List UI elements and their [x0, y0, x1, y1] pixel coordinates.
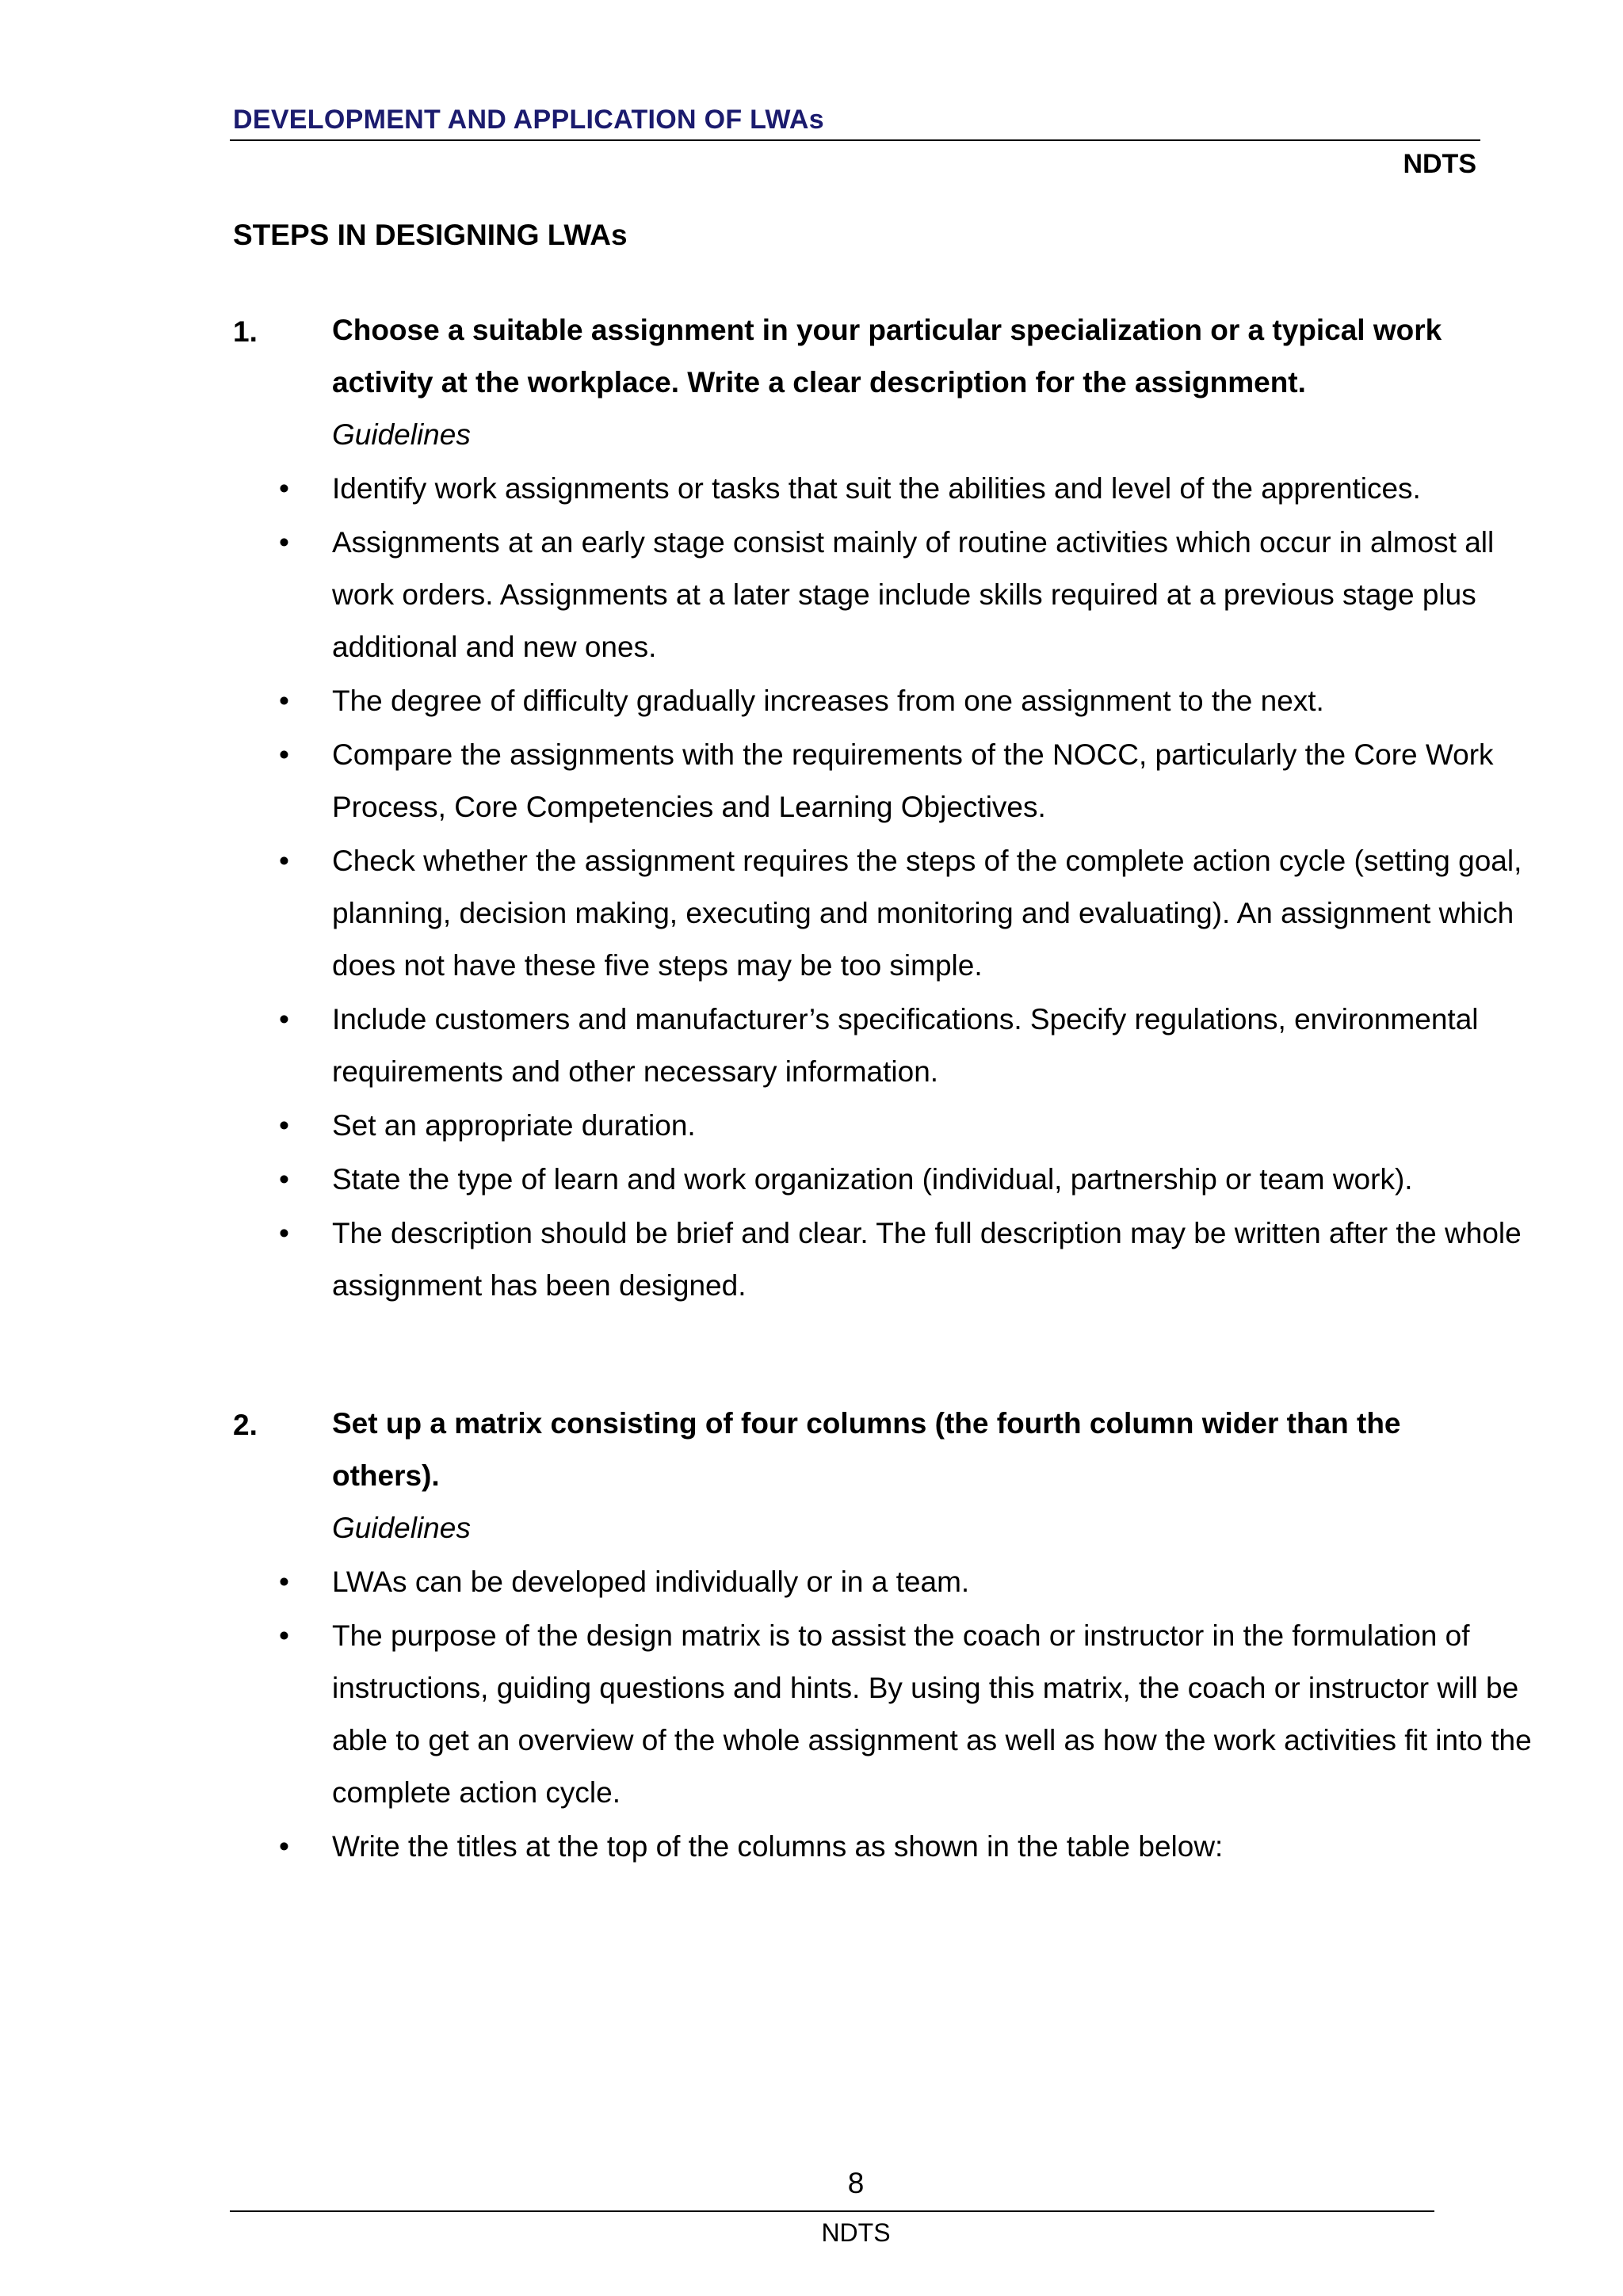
list-item: • Write the titles at the top of the columns as shown in the table below:	[233, 1821, 1533, 1873]
bullet-icon: •	[279, 472, 289, 505]
guideline-list	[233, 463, 1533, 1314]
list-item: • The description should be brief and clear. The full description may be written after the whole assignment has been designed.	[233, 1207, 1533, 1312]
list-item: • LWAs can be developed individually or in a team.	[233, 1556, 1533, 1608]
bullet-icon: •	[279, 1217, 289, 1249]
list-item: • Check whether the assignment requires the steps of the complete action cycle (setting goal, planning, decision making, executing and monitoring and evaluating). An assignment which does not have these five steps may be too simple.	[233, 835, 1533, 992]
bullet-icon: •	[279, 1566, 289, 1598]
guidelines-label: Guidelines	[332, 418, 471, 451]
bullet-icon: •	[279, 1619, 289, 1652]
list-item: • The purpose of the design matrix is to assist the coach or instructor in the formulation of instructions, guiding questions and hints. By using this matrix, the coach or instructor will be able to get an overview of the whole assignment as well as how the work activities fit into the complete action cycle.	[233, 1610, 1533, 1819]
bullet-icon: •	[279, 1109, 289, 1142]
bullet-icon: •	[279, 738, 289, 771]
bullet-icon: •	[279, 845, 289, 877]
bullet-icon: •	[279, 1163, 289, 1196]
footer-org: NDTS	[821, 2218, 891, 2247]
step-heading: Choose a suitable assignment in your particular specialization or a typical work activity at the workplace. Write a clear description for the assignment.	[332, 314, 1442, 399]
list-item: • Compare the assignments with the requirements of the NOCC, particularly the Core Work Process, Core Competencies and Learning Objectives.	[233, 729, 1533, 833]
bullet-icon: •	[279, 685, 289, 717]
page-number: 8	[847, 2167, 865, 2199]
step-heading: Set up a matrix consisting of four columns (the fourth column wider than the others).	[332, 1407, 1401, 1492]
header-org: NDTS	[1403, 149, 1476, 179]
list-item: • Assignments at an early stage consist mainly of routine activities which occur in almost all work orders. Assignments at a later stage include skills required at a previous stage plus additional and new ones.	[233, 517, 1533, 673]
header-title: DEVELOPMENT AND APPLICATION OF LWAs	[233, 105, 824, 135]
list-item: • The degree of difficulty gradually increases from one assignment to the next.	[233, 675, 1533, 727]
section-title: STEPS IN DESIGNING LWAs	[233, 219, 628, 251]
list-item: • State the type of learn and work organization (individual, partnership or team work).	[233, 1154, 1533, 1206]
list-item: • Include customers and manufacturer’s specifications. Specify regulations, environmental requirements and other necessary information.	[233, 994, 1533, 1098]
header-rule	[230, 139, 1480, 141]
guideline-list	[233, 1556, 1533, 1875]
guidelines-label: Guidelines	[332, 1512, 471, 1544]
bullet-icon: •	[279, 1830, 289, 1863]
bullet-icon: •	[279, 526, 289, 559]
list-item: • Identify work assignments or tasks that suit the abilities and level of the apprentices.	[233, 463, 1533, 515]
footer-rule	[230, 2210, 1434, 2212]
bullet-icon: •	[279, 1003, 289, 1035]
step-number: 1.	[233, 315, 258, 348]
step-number: 2.	[233, 1409, 258, 1441]
list-item: • Set an appropriate duration.	[233, 1100, 1533, 1152]
